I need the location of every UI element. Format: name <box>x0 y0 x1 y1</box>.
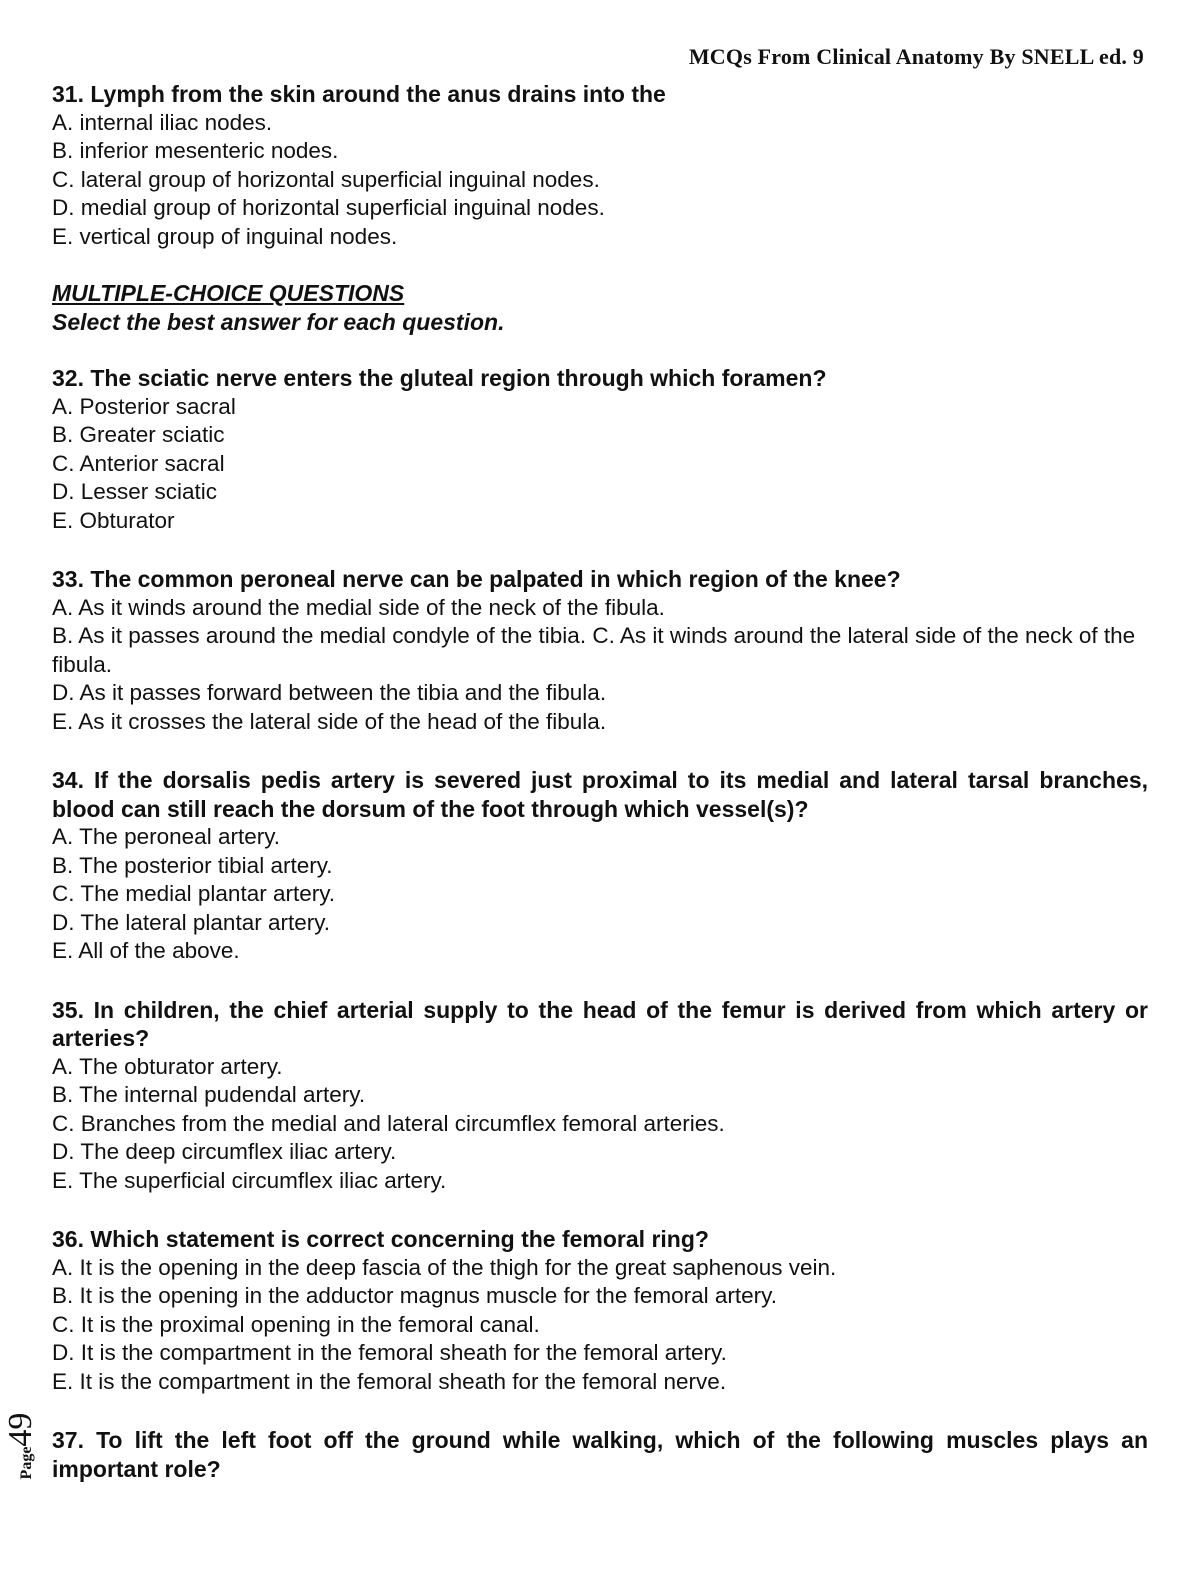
question-33-option-a: A. As it winds around the medial side of the neck of the fibula. <box>52 594 665 620</box>
document-body <box>52 80 1148 1483</box>
question-31-option-d: D. medial group of horizontal superficial inguinal nodes. <box>52 195 605 220</box>
page-label: Page <box>18 1446 35 1480</box>
question-31 <box>52 80 1148 251</box>
question-36-option-e: E. It is the compartment in the femoral sheath for the femoral nerve. <box>52 1368 727 1394</box>
question-37-text: 37. To lift the left foot off the ground while walking, which of the following muscles plays an important role? <box>52 1427 1148 1482</box>
question-34-option-a: A. The peroneal artery. <box>52 824 281 849</box>
question-35-option-d: D. The deep circumflex iliac artery. <box>52 1139 397 1164</box>
question-33-option-d: D. As it passes forward between the tibia and the fibula. <box>52 680 607 705</box>
question-32-option-d: D. Lesser sciatic <box>52 479 218 504</box>
question-31-option-c: C. lateral group of horizontal superficial inguinal nodes. <box>52 166 600 192</box>
question-35 <box>52 996 1148 1196</box>
question-35-option-b: B. The internal pudendal artery. <box>52 1082 366 1107</box>
question-33-option-b: B. As it passes around the medial condyle of the tibia. C. As it winds around the lateral side of the neck of the fibula. <box>52 623 1136 677</box>
question-32-option-b: B. Greater sciatic <box>52 422 225 447</box>
question-36 <box>52 1225 1148 1396</box>
question-35-option-a: A. The obturator artery. <box>52 1053 283 1079</box>
page-number: 49 <box>2 1412 39 1447</box>
question-32-option-c: C. Anterior sacral <box>52 450 225 476</box>
question-34-option-e: E. All of the above. <box>52 938 240 963</box>
question-35-option-c: C. Branches from the medial and lateral circumflex femoral arteries. <box>52 1110 725 1136</box>
question-36-option-b: B. It is the opening in the adductor magnus muscle for the femoral artery. <box>52 1283 777 1308</box>
question-33-option-e: E. As it crosses the lateral side of the head of the fibula. <box>52 708 607 734</box>
question-33-text: 33. The common peroneal nerve can be palpated in which region of the knee? <box>52 566 901 592</box>
question-34-option-d: D. The lateral plantar artery. <box>52 909 331 935</box>
section-subtitle: Select the best answer for each question. <box>52 308 505 335</box>
question-31-option-a: A. internal iliac nodes. <box>52 109 273 135</box>
question-37 <box>52 1426 1148 1483</box>
question-32-option-a: A. Posterior sacral <box>52 393 236 419</box>
document-header: MCQs From Clinical Anatomy By SNELL ed. 9 <box>688 44 1144 69</box>
question-36-text: 36. Which statement is correct concerning the femoral ring? <box>52 1226 709 1252</box>
question-35-option-e: E. The superficial circumflex iliac artery. <box>52 1167 447 1193</box>
question-34-option-b: B. The posterior tibial artery. <box>52 852 333 878</box>
question-32-option-e: E. Obturator <box>52 507 175 533</box>
question-32 <box>52 364 1148 535</box>
question-35-text: 35. In children, the chief arterial supply to the head of the femur is derived from which artery or arteries? <box>52 996 1148 1051</box>
question-36-option-d: D. It is the compartment in the femoral sheath for the femoral artery. <box>52 1340 727 1365</box>
question-33 <box>52 565 1148 736</box>
question-36-option-c: C. It is the proximal opening in the femoral canal. <box>52 1311 540 1337</box>
question-36-option-a: A. It is the opening in the deep fascia of the thigh for the great saphenous vein. <box>52 1254 837 1280</box>
question-32-text: 32. The sciatic nerve enters the gluteal region through which foramen? <box>52 365 827 391</box>
page-number-marker <box>2 1398 40 1494</box>
question-31-text: 31. Lymph from the skin around the anus drains into the <box>52 81 666 107</box>
question-31-option-b: B. inferior mesenteric nodes. <box>52 138 339 163</box>
question-34 <box>52 766 1148 966</box>
question-34-text: 34. If the dorsalis pedis artery is severed just proximal to its medial and lateral tarsal branches, blood can still reach the dorsum of the foot through which vessel(s)? <box>52 767 1148 822</box>
question-31-option-e: E. vertical group of inguinal nodes. <box>52 223 398 249</box>
question-34-option-c: C. The medial plantar artery. <box>52 881 336 906</box>
section-title: MULTIPLE-CHOICE QUESTIONS <box>52 280 405 306</box>
